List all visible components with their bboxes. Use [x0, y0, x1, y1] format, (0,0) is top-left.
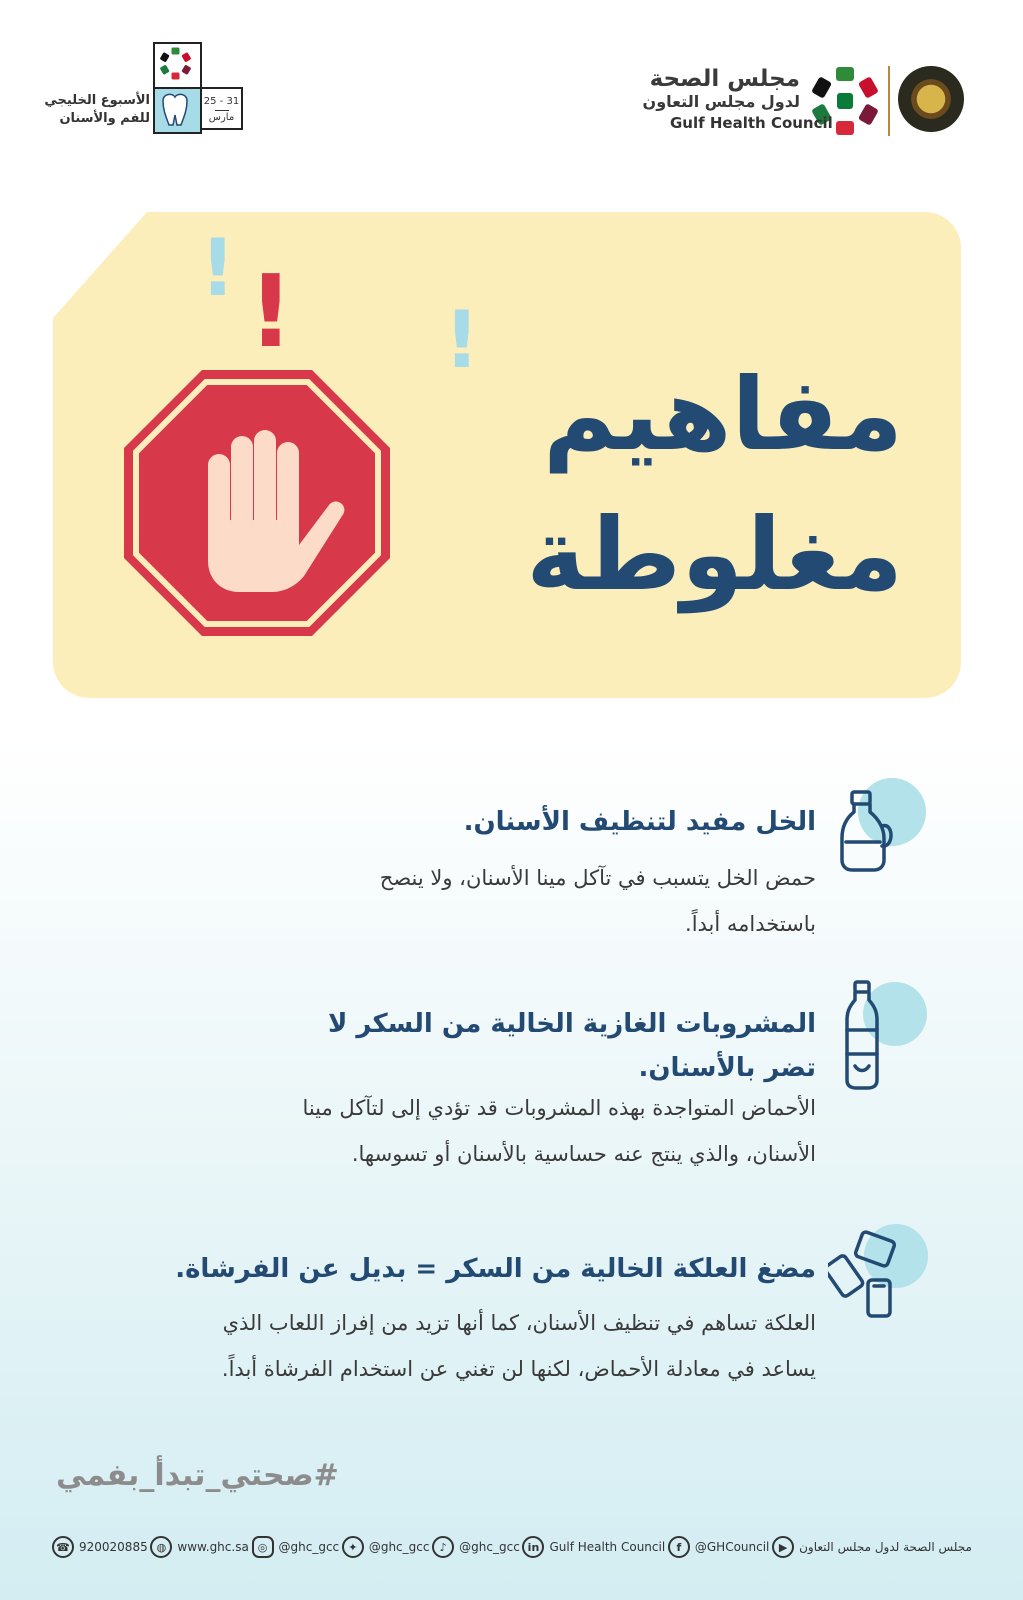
blue-exclamation-icon-right: !	[444, 296, 480, 386]
phone-number: 920020885	[79, 1540, 148, 1554]
tiktok-handle: @ghc_gcc	[459, 1540, 520, 1554]
flags-ring-icon	[153, 42, 202, 89]
tooth-icon	[153, 87, 202, 134]
chewing-gum-icon	[828, 1222, 932, 1322]
item2-title-line2: تضر بالأسنان.	[638, 1053, 816, 1083]
item1-body-line2: باستخدامه أبداً.	[685, 912, 816, 936]
red-exclamation-icon: !	[248, 253, 294, 370]
footer-phone[interactable]	[52, 1536, 148, 1558]
tiktok-icon: ♪	[432, 1536, 454, 1558]
linkedin-icon: in	[522, 1536, 544, 1558]
week-month: مارس	[208, 112, 235, 123]
gulf-week-logo	[153, 42, 245, 132]
twitter-icon: ✦	[342, 1536, 364, 1558]
linkedin-name: Gulf Health Council	[549, 1540, 666, 1554]
item2-body-line1: الأحماض المتواجدة بهذه المشروبات قد تؤدي إلى لتآكل مينا	[302, 1096, 816, 1120]
soda-bottle-icon	[845, 980, 931, 1092]
phone-icon: ☎	[52, 1536, 74, 1558]
item2-body-line2: الأسنان، والذي ينتج عنه حساسية بالأسنان أو تسوسها.	[351, 1142, 816, 1166]
facebook-handle: @GHCouncil	[694, 1540, 770, 1554]
page-title	[526, 345, 903, 625]
item1-body-line1: حمض الخل يتسبب في تآكل مينا الأسنان، ولا ينصح	[379, 866, 816, 890]
footer-contacts	[52, 1532, 972, 1562]
website-url: www.ghc.sa	[177, 1540, 249, 1554]
blue-exclamation-icon-left: !	[200, 224, 236, 314]
item2-body	[302, 1085, 816, 1177]
item3-title: مضغ العلكة الخالية من السكر = بديل عن الفرشاة.	[175, 1254, 816, 1284]
footer-instagram[interactable]	[252, 1536, 340, 1558]
item3-body-line1: العلكة تساهم في تنظيف الأسنان، كما أنها تزيد من إفراز اللعاب الذي	[222, 1311, 816, 1335]
footer-facebook[interactable]	[668, 1536, 770, 1558]
council-name-english: Gulf Health Council	[670, 114, 833, 132]
globe-icon: ◍	[150, 1536, 172, 1558]
facebook-icon: f	[668, 1536, 690, 1558]
council-name-line2: لدول مجلس التعاون	[642, 92, 800, 111]
council-name-line1: مجلس الصحة	[649, 66, 800, 92]
gulf-week-line2: للفم والأسنان	[59, 111, 150, 126]
council-name-arabic	[643, 66, 800, 112]
gulf-week-title	[24, 92, 150, 128]
stop-hand-icon	[124, 370, 390, 636]
instagram-handle: @ghc_gcc	[278, 1540, 340, 1554]
item2-title-line1: المشروبات الغازية الخالية من السكر لا	[327, 1009, 816, 1039]
footer-youtube[interactable]	[772, 1536, 972, 1558]
item3-body-line2: يساعد في معادلة الأحماض، لكنها لن تغني عن استخدام الفرشاة أبداً.	[221, 1357, 816, 1381]
footer-website[interactable]	[150, 1536, 248, 1558]
item3-body	[222, 1300, 816, 1392]
item1-body	[380, 855, 816, 947]
vinegar-bottle-icon	[840, 776, 930, 880]
instagram-icon: ◎	[252, 1536, 274, 1558]
gulf-week-line1: الأسبوع الخليجي	[44, 93, 150, 108]
logo-divider	[888, 66, 890, 136]
item1-title: الخل مفيد لتنظيف الأسنان.	[463, 807, 816, 837]
twitter-handle: @ghc_gcc	[368, 1540, 430, 1554]
hashtag: #صحتي_تبدأ_بفمي	[56, 1458, 339, 1493]
gcc-emblem-logo	[898, 66, 964, 132]
footer-twitter[interactable]	[342, 1536, 430, 1558]
youtube-channel: مجلس الصحة لدول مجلس التعاون	[799, 1540, 972, 1554]
gulf-week-dates	[200, 87, 243, 130]
youtube-icon: ▶	[772, 1536, 794, 1558]
week-date-range: 25 - 31	[203, 96, 240, 107]
footer-tiktok[interactable]	[432, 1536, 520, 1558]
title-line1: مفاهيم	[542, 356, 903, 473]
title-line2: مغلوطة	[526, 496, 903, 613]
item2-title	[328, 1002, 816, 1090]
footer-linkedin[interactable]	[522, 1536, 665, 1558]
